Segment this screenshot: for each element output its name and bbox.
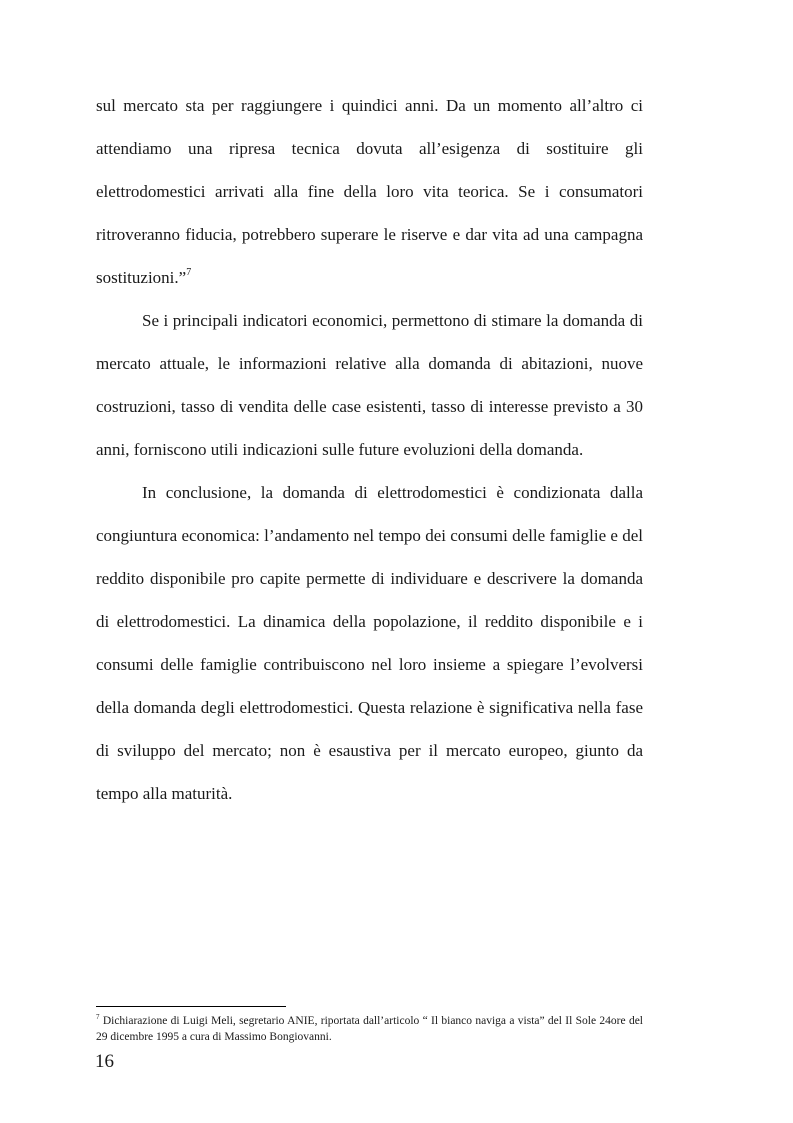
footnote-number: 7 — [96, 1013, 100, 1021]
paragraph-conclusion — [96, 471, 643, 815]
footnote-text: Dichiarazione di Luigi Meli, segretario ANIE, riportata dall’articolo “ Il bianco naviga a vista” del Il Sole 24ore del 29 dicembre 1995 a cura di Massimo Bongiovanni. — [96, 1015, 643, 1043]
body-text — [96, 84, 643, 815]
paragraph-economic-indicators — [96, 299, 643, 471]
footnote — [96, 1013, 643, 1045]
footnote-separator — [96, 1006, 286, 1007]
page-number: 16 — [95, 1051, 114, 1072]
paragraph-text: In conclusione, la domanda di elettrodomestici è condizionata dalla congiuntura economica: l’andamento nel tempo dei consumi delle famiglie e del reddito disponibile pro capite permette di individuare e descrivere la domanda di elettrodomestici. La dinamica della popolazione, il reddito disponibile e i consumi delle famiglie contribuiscono nel loro insieme a spiegare l’evolversi della domanda degli elettrodomestici. Questa relazione è significativa nella fase di sviluppo del mercato; non è esaustiva per il mercato europeo, giunto da tempo alla maturità. — [96, 483, 643, 803]
paragraph-quote-continuation — [96, 84, 643, 299]
footnote-reference[interactable]: 7 — [186, 267, 192, 278]
paragraph-text: sul mercato sta per raggiungere i quindici anni. Da un momento all’altro ci attendiamo una ripresa tecnica dovuta all’esigenza di sostituire gli elettrodomestici arrivati alla fine della loro vita teorica. Se i consumatori ritroveranno fiducia, potrebbero superare le riserve e dar vita ad una campagna sostituzioni.” — [96, 96, 643, 287]
paragraph-text: Se i principali indicatori economici, permettono di stimare la domanda di mercato attuale, le informazioni relative alla domanda di abitazioni, nuove costruzioni, tasso di vendita delle case esistenti, tasso di interesse previsto a 30 anni, forniscono utili indicazioni sulle future evoluzioni della domanda. — [96, 311, 643, 459]
